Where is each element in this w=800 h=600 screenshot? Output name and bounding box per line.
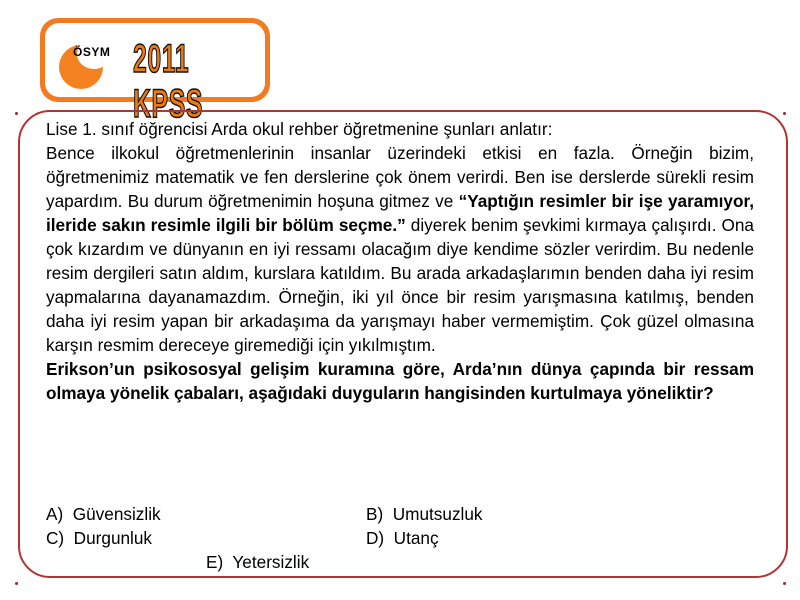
question-body (46, 141, 754, 357)
logo-panel (45, 23, 265, 126)
question-intro: Lise 1. sınıf öğrencisi Arda okul rehber öğretmenine şunları anlatır: (46, 119, 553, 139)
osym-kpss-logo (40, 18, 270, 126)
option-b[interactable]: B) Umutsuzluk (366, 504, 483, 524)
corner-dot-top-right (783, 112, 786, 115)
option-c[interactable]: C) Durgunluk (46, 528, 153, 548)
option-a[interactable]: A) Güvensizlik (46, 504, 161, 524)
teacher-quote: “Yaptığın resimler bir işe yaramıyor, ileride sakın resimle ilgili bir bölüm seçme.” (46, 191, 754, 235)
question-prompt: Erikson’un psikososyal gelişim kuramına göre, Arda’nın dünya çapında bir ressam olmaya yönelik çabaları, aşağıdaki duyguların hangisinden kurtulmaya yöneliktir? (46, 359, 754, 403)
logo-brand: ÖSYM (73, 45, 111, 59)
corner-dot-top-left (15, 112, 18, 115)
question-content (46, 117, 754, 405)
corner-dot-bottom-left (15, 582, 18, 585)
option-e[interactable]: E) Yetersizlik (206, 552, 310, 572)
corner-dot-bottom-right (783, 582, 786, 585)
question-body-part2: diyerek benim şevkimi kırmaya çalışırdı. Ona çok kızardım ve dünyanın en iyi ressamı olacağım diye kendime sözler verirdim. Bu nedenle resim dergileri satın aldım, kurslara katıldım. Bu arada arkadaşlarımın benden daha iyi resim yapmalarına dayanamazdım. Örneğin, iki yıl önce bir resim yarışmasına katılmış, benden daha iyi resim yapan bir arkadaşıma da yarışmayı haber vermemiştim. Çok güzel olmasına karşın resmim dereceye giremediği için yıkılmıştım. (46, 215, 754, 355)
logo-title: 2011 KPSS (133, 37, 204, 126)
option-d[interactable]: D) Utanç (366, 528, 439, 548)
question-body-part1: Bence ilkokul öğretmenlerinin insanlar üzerindeki etkisi en fazla. Örneğin bizim, öğretmenimiz matematik ve fen derslerine çok önem verirdi. Ben ise derslerde sürekli resim yapardım. Bu durum öğretmenimin hoşuna gitmez ve (46, 143, 754, 211)
